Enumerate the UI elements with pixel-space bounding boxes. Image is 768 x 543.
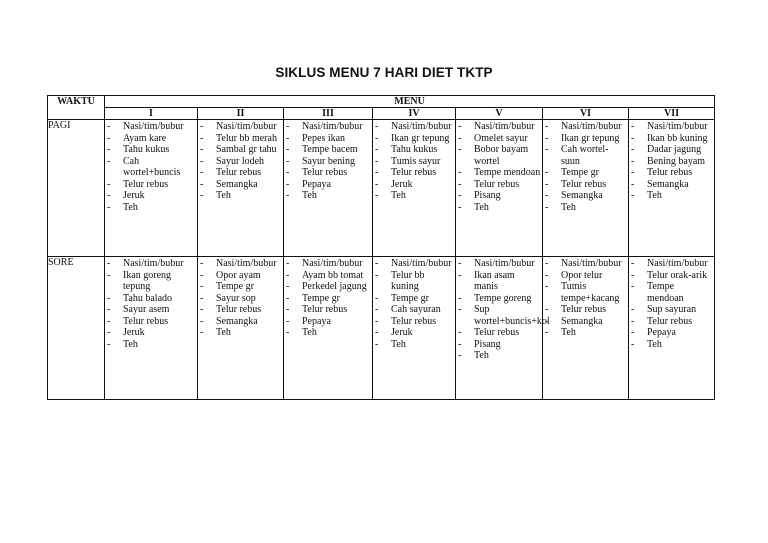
menu-item: - Ikan asam manis bbox=[456, 270, 542, 293]
menu-item: - Nasi/tim/bubur bbox=[373, 258, 455, 270]
menu-item: - Perkedel jagung bbox=[284, 281, 372, 293]
day-header: II bbox=[198, 108, 284, 120]
menu-item-list bbox=[284, 120, 372, 202]
menu-item: - Tempe goreng bbox=[456, 293, 542, 305]
menu-cell bbox=[373, 257, 456, 400]
menu-item: - Telur rebus bbox=[373, 167, 455, 179]
menu-item: - Nasi/tim/bubur bbox=[543, 258, 628, 270]
menu-item: - Tahu balado bbox=[105, 293, 197, 305]
menu-item: - Bening bayam bbox=[629, 156, 714, 168]
menu-item: - Nasi/tim/bubur bbox=[198, 258, 283, 270]
menu-item: - Teh bbox=[198, 327, 283, 339]
meal-row bbox=[48, 257, 715, 400]
menu-item: - Tempe gr bbox=[543, 167, 628, 179]
menu-cell bbox=[456, 120, 543, 257]
menu-item: - Nasi/tim/bubur bbox=[456, 121, 542, 133]
menu-cell bbox=[629, 120, 715, 257]
menu-item: - Teh bbox=[629, 339, 714, 351]
menu-item: - Nasi/tim/bubur bbox=[105, 121, 197, 133]
menu-item: - Telur rebus bbox=[629, 167, 714, 179]
menu-item: - Teh bbox=[543, 327, 628, 339]
menu-item-list bbox=[284, 257, 372, 339]
page-title: SIKLUS MENU 7 HARI DIET TKTP bbox=[275, 65, 493, 80]
menu-item: - Omelet sayur bbox=[456, 133, 542, 145]
menu-item: - Sambal gr tahu bbox=[198, 144, 283, 156]
menu-item-list bbox=[543, 120, 628, 213]
menu-item: - Teh bbox=[543, 202, 628, 214]
menu-item: - Nasi/tim/bubur bbox=[629, 258, 714, 270]
menu-item-list bbox=[629, 257, 714, 350]
menu-item: - Tempe gr bbox=[373, 293, 455, 305]
menu-cell bbox=[105, 120, 198, 257]
menu-item: - Telur bb kuning bbox=[373, 270, 455, 293]
menu-item: - Teh bbox=[284, 190, 372, 202]
menu-item-list bbox=[629, 120, 714, 202]
header-row-top bbox=[48, 96, 715, 108]
menu-item: - Cah wortel+buncis bbox=[105, 156, 197, 179]
menu-item: - Ikan gr tepung bbox=[373, 133, 455, 145]
menu-item: - Telur orak-arik bbox=[629, 270, 714, 282]
day-header: VII bbox=[629, 108, 715, 120]
menu-item: - Telur rebus bbox=[373, 316, 455, 328]
menu-item: - Sup wortel+buncis+kol bbox=[456, 304, 542, 327]
meal-time-label: PAGI bbox=[48, 120, 105, 257]
menu-item-list bbox=[105, 120, 197, 213]
menu-item: - Telur bb merah bbox=[198, 133, 283, 145]
menu-item: - Telur rebus bbox=[543, 304, 628, 316]
menu-item: - Tahu kukus bbox=[105, 144, 197, 156]
menu-item: - Jeruk bbox=[105, 190, 197, 202]
menu-item: - Telur rebus bbox=[198, 167, 283, 179]
menu-item: - Cah sayuran bbox=[373, 304, 455, 316]
menu-item: - Telur rebus bbox=[284, 304, 372, 316]
menu-item: - Semangka bbox=[543, 316, 628, 328]
menu-item-list bbox=[105, 257, 197, 350]
menu-table bbox=[47, 95, 715, 400]
menu-item: - Teh bbox=[456, 350, 542, 362]
menu-item: - Nasi/tim/bubur bbox=[105, 258, 197, 270]
menu-cell bbox=[198, 120, 284, 257]
menu-item: - Jeruk bbox=[373, 327, 455, 339]
menu-item: - Semangka bbox=[629, 179, 714, 191]
waktu-header: WAKTU bbox=[48, 96, 105, 120]
menu-item: - Nasi/tim/bubur bbox=[543, 121, 628, 133]
menu-item: - Semangka bbox=[198, 179, 283, 191]
menu-item: - Teh bbox=[198, 190, 283, 202]
menu-item: - Teh bbox=[284, 327, 372, 339]
day-header: I bbox=[105, 108, 198, 120]
menu-item-list bbox=[373, 257, 455, 350]
menu-item: - Teh bbox=[629, 190, 714, 202]
menu-cell bbox=[543, 120, 629, 257]
menu-item: - Ayam bb tomat bbox=[284, 270, 372, 282]
menu-cell bbox=[284, 120, 373, 257]
menu-cell bbox=[456, 257, 550, 400]
menu-item: - Opor ayam bbox=[198, 270, 283, 282]
menu-item: - Pisang bbox=[456, 190, 542, 202]
menu-item: - Tempe mendoan bbox=[456, 167, 542, 179]
menu-item: - Bobor bayam wortel bbox=[456, 144, 542, 167]
menu-item: - Telur rebus bbox=[198, 304, 283, 316]
menu-item: - Semangka bbox=[543, 190, 628, 202]
menu-item: - Teh bbox=[105, 339, 197, 351]
menu-item: - Sayur sop bbox=[198, 293, 283, 305]
menu-item-list bbox=[198, 120, 283, 202]
menu-item: - Ikan goreng tepung bbox=[105, 270, 197, 293]
menu-item-list bbox=[198, 257, 283, 339]
menu-item: - Telur rebus bbox=[105, 316, 197, 328]
menu-item: - Ayam kare bbox=[105, 133, 197, 145]
day-header: V bbox=[456, 108, 543, 120]
menu-item: - Tempe bacem bbox=[284, 144, 372, 156]
menu-item: - Jeruk bbox=[105, 327, 197, 339]
menu-item: - Pepaya bbox=[284, 316, 372, 328]
menu-item: - Ikan bb kuning bbox=[629, 133, 714, 145]
menu-item: - Nasi/tim/bubur bbox=[198, 121, 283, 133]
day-header: III bbox=[284, 108, 373, 120]
menu-item: - Tempe mendoan bbox=[629, 281, 714, 304]
menu-item: - Pepes ikan bbox=[284, 133, 372, 145]
header-row-days bbox=[48, 108, 715, 120]
menu-item: - Sayur lodeh bbox=[198, 156, 283, 168]
menu-item: - Teh bbox=[373, 339, 455, 351]
menu-item: - Tumis sayur bbox=[373, 156, 455, 168]
menu-item: - Ikan gr tepung bbox=[543, 133, 628, 145]
menu-cell bbox=[198, 257, 284, 400]
menu-item: - Sayur asem bbox=[105, 304, 197, 316]
menu-item: - Dadar jagung bbox=[629, 144, 714, 156]
menu-cell bbox=[543, 257, 629, 400]
menu-item: - Opor telur bbox=[543, 270, 628, 282]
menu-item-list bbox=[456, 120, 542, 213]
menu-cell bbox=[105, 257, 198, 400]
menu-item: - Nasi/tim/bubur bbox=[284, 121, 372, 133]
meal-time-label: SORE bbox=[48, 257, 105, 400]
menu-cell bbox=[629, 257, 715, 400]
menu-item: - Semangka bbox=[198, 316, 283, 328]
day-header: IV bbox=[373, 108, 456, 120]
meal-row bbox=[48, 120, 715, 257]
menu-item: - Pepaya bbox=[629, 327, 714, 339]
menu-cell bbox=[373, 120, 456, 257]
menu-item: - Cah wortel-suun bbox=[543, 144, 628, 167]
menu-item: - Nasi/tim/bubur bbox=[629, 121, 714, 133]
menu-item: - Teh bbox=[456, 202, 542, 214]
menu-item-list bbox=[543, 257, 628, 339]
menu-item: - Telur rebus bbox=[456, 179, 542, 191]
menu-header: MENU bbox=[105, 96, 715, 108]
menu-item: - Teh bbox=[373, 190, 455, 202]
menu-item: - Pepaya bbox=[284, 179, 372, 191]
menu-item: - Telur rebus bbox=[456, 327, 542, 339]
menu-item: - Tahu kukus bbox=[373, 144, 455, 156]
menu-item: - Jeruk bbox=[373, 179, 455, 191]
menu-item: - Telur rebus bbox=[284, 167, 372, 179]
menu-item: - Telur rebus bbox=[105, 179, 197, 191]
menu-item: - Nasi/tim/bubur bbox=[284, 258, 372, 270]
menu-item: - Tempe gr bbox=[198, 281, 283, 293]
day-header: VI bbox=[543, 108, 629, 120]
menu-item: - Telur rebus bbox=[629, 316, 714, 328]
menu-item: - Nasi/tim/bubur bbox=[456, 258, 542, 270]
menu-item-list bbox=[373, 120, 455, 202]
menu-cell bbox=[284, 257, 373, 400]
menu-item: - Tempe gr bbox=[284, 293, 372, 305]
menu-item: - Tumis tempe+kacang bbox=[543, 281, 628, 304]
menu-item: - Sup sayuran bbox=[629, 304, 714, 316]
menu-item: - Pisang bbox=[456, 339, 542, 351]
menu-item: - Telur rebus bbox=[543, 179, 628, 191]
menu-item: - Nasi/tim/bubur bbox=[373, 121, 455, 133]
menu-item: - Teh bbox=[105, 202, 197, 214]
menu-item-list bbox=[456, 257, 550, 362]
menu-item: - Sayur bening bbox=[284, 156, 372, 168]
